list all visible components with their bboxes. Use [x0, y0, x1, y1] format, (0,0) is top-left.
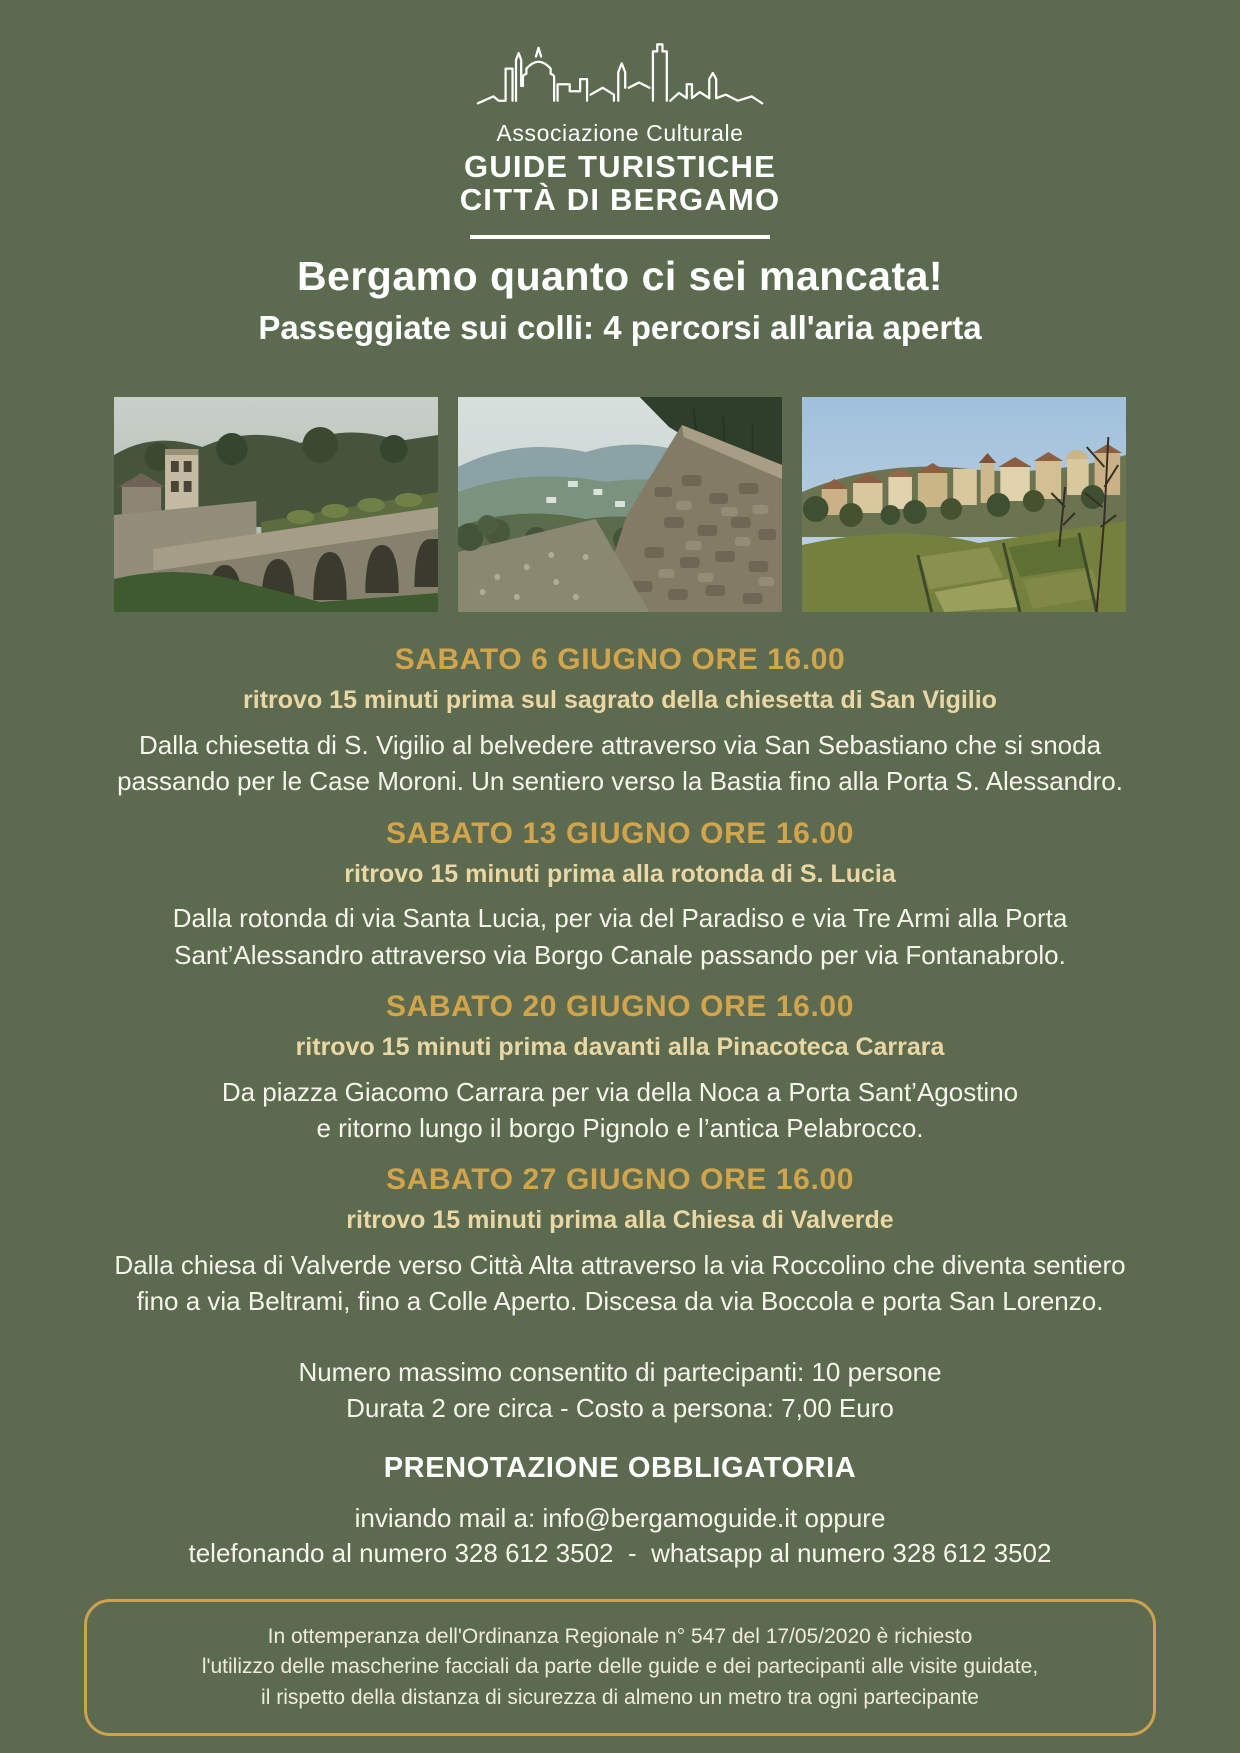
event-4-meeting-point: ritrovo 15 minuti prima alla Chiesa di Valverde — [346, 1206, 894, 1235]
event-4-description-line-1: Dalla chiesa di Valverde verso Città Alta attraverso la via Roccolino che diventa sentiero — [114, 1249, 1126, 1280]
notice-line-3: il rispetto della distanza di sicurezza di almeno un metro tra ogni partecipante — [261, 1685, 979, 1709]
photo-stone-wall-path — [458, 397, 782, 612]
duration-cost-line: Durata 2 ore circa - Costo a persona: 7,00 Euro — [346, 1392, 894, 1423]
event-2-description-line-2: Sant’Alessandro attraverso via Borgo Canale passando per via Fontanabrolo. — [174, 939, 1066, 970]
event-block-2 — [0, 816, 1240, 973]
bergamo-skyline-icon — [450, 34, 790, 112]
notice-box — [84, 1599, 1156, 1736]
photo-porta-san-vigilio-bridge — [114, 397, 438, 612]
max-participants-line: Numero massimo consentito di partecipanti: 10 persone — [298, 1356, 942, 1387]
booking-contacts — [0, 1501, 1240, 1571]
page-subtitle: Passeggiate sui colli: 4 percorsi all'aria aperta — [258, 308, 982, 346]
event-4-description-line-2: fino a via Beltrami, fino a Colle Aperto. Discesa da via Boccola e porta San Lorenzo. — [136, 1286, 1104, 1317]
booking-heading: PRENOTAZIONE OBBLIGATORIA — [383, 1452, 857, 1485]
org-name-line-2: CITTÀ DI BERGAMO — [459, 181, 781, 217]
event-3-description-line-1: Da piazza Giacomo Carrara per via della Noca a Porta Sant’Agostino — [221, 1076, 1019, 1107]
event-1-description-line-1: Dalla chiesetta di S. Vigilio al belvedere attraverso via San Sebastiano che si snoda — [138, 729, 1102, 760]
event-4-date-heading: SABATO 27 GIUGNO ORE 16.00 — [386, 1163, 854, 1197]
notice-line-2: l'utilizzo delle mascherine facciali da parte delle guide e dei partecipanti alle visite guidate, — [201, 1655, 1039, 1679]
event-block-3 — [0, 989, 1240, 1146]
event-3-meeting-point: ritrovo 15 minuti prima davanti alla Pinacoteca Carrara — [295, 1033, 945, 1062]
event-1-meeting-point: ritrovo 15 minuti prima sul sagrato della chiesetta di San Vigilio — [243, 686, 997, 715]
event-2-date-heading: SABATO 13 GIUGNO ORE 16.00 — [386, 816, 854, 850]
event-block-1 — [0, 642, 1240, 799]
booking-email-line: inviando mail a: info@bergamoguide.it oppure — [354, 1502, 886, 1533]
event-2-description-line-1: Dalla rotonda di via Santa Lucia, per via del Paradiso e via Tre Armi alla Porta — [172, 903, 1068, 934]
photo-strip — [0, 397, 1240, 612]
org-subtitle: Associazione Culturale — [496, 120, 744, 146]
logo — [0, 0, 1240, 239]
event-block-4 — [0, 1162, 1240, 1319]
org-name-line-1: GUIDE TURISTICHE — [464, 149, 776, 184]
photo-bergamo-hillside-town — [802, 397, 1126, 612]
participants-info — [0, 1354, 1240, 1427]
event-2-meeting-point: ritrovo 15 minuti prima alla rotonda di S. Lucia — [344, 859, 896, 888]
event-3-description-line-2: e ritorno lungo il borgo Pignolo e l’antica Pelabrocco. — [316, 1112, 924, 1143]
booking-phone-line: telefonando al numero 328 612 3502 - whatsapp al numero 328 612 3502 — [188, 1537, 1052, 1568]
page-title: Bergamo quanto ci sei mancata! — [296, 252, 944, 299]
event-1-date-heading: SABATO 6 GIUGNO ORE 16.00 — [394, 643, 846, 677]
logo-underline — [470, 235, 770, 239]
notice-line-1: In ottemperanza dell'Ordinanza Regionale n° 547 del 17/05/2020 è richiesto — [267, 1624, 973, 1648]
event-3-date-heading: SABATO 20 GIUGNO ORE 16.00 — [386, 990, 854, 1024]
event-1-description-line-2: passando per le Case Moroni. Un sentiero verso la Bastia fino alla Porta S. Alessandro. — [117, 766, 1123, 797]
